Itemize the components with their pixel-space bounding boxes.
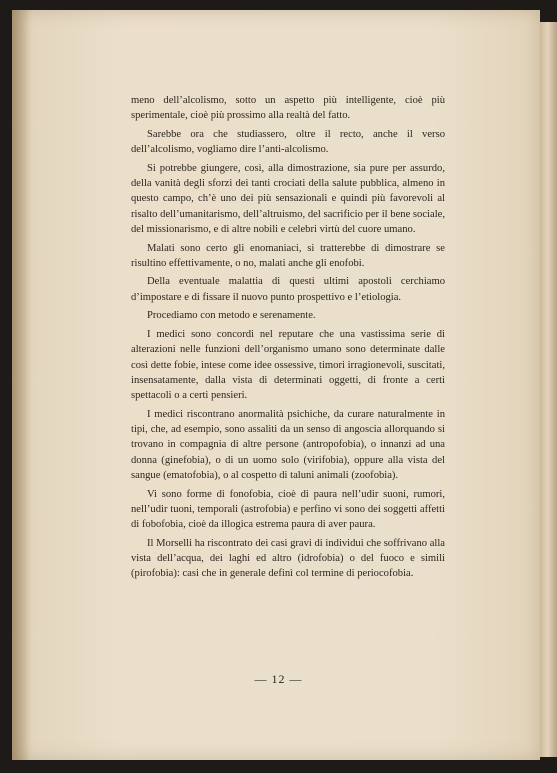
paragraph: Malati sono certo gli enomaniaci, si tratterebbe di dimostrare se risultino effettivamente, o no, malati anche gli enofobi.	[131, 242, 445, 269]
paragraph: Vi sono forme di fonofobia, cioè di paura nell’udir suoni, rumori, nell’udir tuoni, temporali (astrofobia) e perfino vi sono dei soggetti affetti di fobofobia, cioè da illogica estrema paura di aver paura.	[131, 488, 445, 531]
paragraph: I medici riscontrano anormalità psichiche, da curare naturalmente in tipi, che, ad esempio, sono assaliti da un senso di angoscia allorquando si trovano in compagnia di altre persone (antropofobia), o innanzi ad una donna (ginefobia), o di un uomo solo (virifobia), oppure alla vista del sangue (ematofobia), o al cospetto di taluni animali (zoofobia).	[131, 408, 445, 481]
paragraph: Procediamo con metodo e serenamente.	[147, 310, 316, 322]
paragraph: meno dell’alcolismo, sotto un aspetto più intelligente, cioè più sperimentale, cioè più prossimo alla realtà del fatto.	[131, 95, 445, 122]
paragraph: Si potrebbe giungere, così, alla dimostrazione, sia pure per assurdo, della vanità degli sforzi dei tanti crociati della salute pubblica, almeno in questo campo, ch’è uno dei più sensazionali e quindi più favorevoli al risalto dell’umanitarismo, dell’altruismo, del sacrificio per il bene sociale, del missionarismo, e di altre nobili e celebri virtù del cuore umano.	[131, 162, 445, 235]
paragraph: Della eventuale malattia di questi ultimi apostoli cerchiamo d’impostare e di fissare il nuovo punto prospettivo e l’etiologia.	[131, 276, 445, 303]
page-gutter-shadow	[12, 10, 30, 760]
body-text	[131, 93, 445, 585]
paragraph: Il Morselli ha riscontrato dei casi gravi di individui che soffrivano alla vista dell’acqua, dei laghi ed altro (idrofobia) o del fuoco e simili (pirofobia): casi che in generale definì col termine di periocofobia.	[131, 537, 445, 580]
paragraph: I medici sono concordi nel reputare che una vastissima serie di alterazioni nelle funzioni dell’organismo umano sono determinate dalle così dette fobie, intese come idee ossessive, timori irragionevoli, suscitati, insensatamente, dalla vista di determinati oggetti, di fronte a certi spettacoli o a certi pensieri.	[131, 328, 445, 402]
page-number: — 12 —	[254, 672, 303, 686]
paragraph: Sarebbe ora che studiassero, oltre il recto, anche il verso dell’alcolismo, vogliamo dire l’anti-alcolismo.	[131, 128, 445, 156]
next-page-edge	[540, 22, 557, 757]
